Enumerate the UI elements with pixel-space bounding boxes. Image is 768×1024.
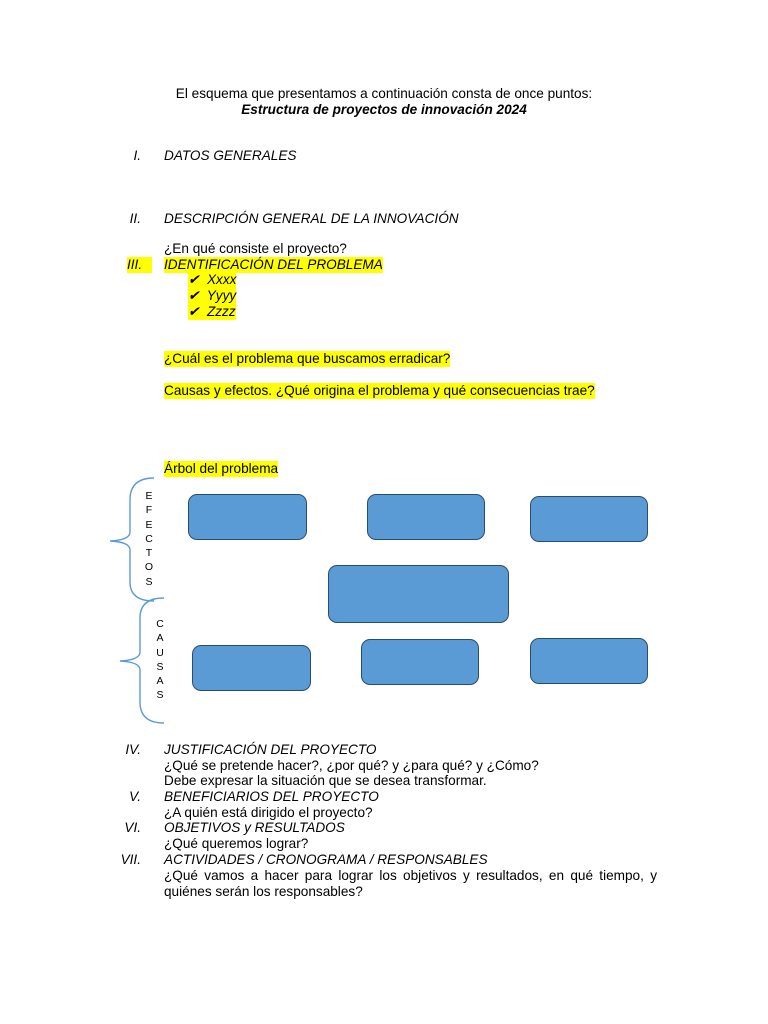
checkmark-icon: ✔ xyxy=(188,288,200,303)
section-3-question-2: Causas y efectos. ¿Qué origina el problema y qué consecuencias trae? xyxy=(164,383,595,398)
section-6-title: OBJETIVOS y RESULTADOS xyxy=(164,820,345,835)
problem-tree-label: Árbol del problema xyxy=(164,461,279,476)
vertical-letter: S xyxy=(156,660,164,673)
effect-box-3 xyxy=(530,496,648,542)
vertical-letter: C xyxy=(156,618,164,630)
effect-box-1 xyxy=(188,494,307,540)
section-6-line-1: ¿Qué queremos lograr? xyxy=(164,836,309,851)
section-7-line-1: ¿Qué vamos a hacer para lograr los objetivos y resultados, en qué tiempo, y quiénes serán los responsables? xyxy=(164,868,657,899)
section-5-title: BENEFICIARIOS DEL PROYECTO xyxy=(164,789,379,804)
section-2-title: DESCRIPCIÓN GENERAL DE LA INNOVACIÓN xyxy=(164,211,459,226)
section-5-number: V. xyxy=(129,789,141,804)
checklist-item: ✔ Zzzz xyxy=(188,304,236,319)
problem-box xyxy=(328,565,509,623)
vertical-letter: C xyxy=(145,532,153,545)
section-4-line-1: ¿Qué se pretende hacer?, ¿por qué? y ¿para qué? y ¿Cómo? xyxy=(164,758,539,773)
causes-vertical-label xyxy=(153,617,167,703)
vertical-letter: O xyxy=(144,561,154,574)
vertical-letter: E xyxy=(145,490,153,502)
cause-box-3 xyxy=(530,638,648,684)
vertical-letter: S xyxy=(145,575,153,588)
section-2-question: ¿En qué consiste el proyecto? xyxy=(164,241,347,256)
checkmark-icon: ✔ xyxy=(188,272,200,287)
section-4-title: JUSTIFICACIÓN DEL PROYECTO xyxy=(164,742,377,757)
section-5-line-1: ¿A quién está dirigido el proyecto? xyxy=(164,805,373,820)
vertical-letter: A xyxy=(156,675,164,688)
vertical-letter: F xyxy=(145,504,153,517)
section-1-title: DATOS GENERALES xyxy=(164,148,297,163)
section-4-line-2: Debe expresar la situación que se desea transformar. xyxy=(164,773,487,788)
checklist-item: ✔ Xxxx xyxy=(188,272,237,287)
cause-box-2 xyxy=(361,639,479,685)
document-title: Estructura de proyectos de innovación 2024 xyxy=(241,102,527,117)
effects-vertical-label xyxy=(142,489,156,589)
vertical-letter: U xyxy=(156,646,164,659)
cause-box-1 xyxy=(192,645,311,691)
vertical-letter: A xyxy=(156,632,164,645)
section-3-title: IDENTIFICACIÓN DEL PROBLEMA xyxy=(164,257,383,272)
vertical-letter: S xyxy=(156,689,164,702)
intro-text: El esquema que presentamos a continuación consta de once puntos: xyxy=(175,86,593,101)
section-6-number: VI. xyxy=(124,820,141,835)
section-3-question-1: ¿Cuál es el problema que buscamos erradicar? xyxy=(164,351,451,366)
brace-brackets xyxy=(100,470,180,730)
section-1-number: I. xyxy=(133,148,141,163)
section-3-number: III. xyxy=(127,257,152,273)
vertical-letter: E xyxy=(145,518,153,531)
section-2-number: II. xyxy=(129,211,141,226)
section-4-number: IV. xyxy=(125,742,141,757)
checklist-item: ✔ Yyyy xyxy=(188,288,237,303)
checkmark-icon: ✔ xyxy=(188,304,200,319)
section-7-number: VII. xyxy=(120,852,141,867)
vertical-letter: T xyxy=(145,547,153,560)
effect-box-2 xyxy=(367,494,485,540)
section-7-title: ACTIVIDADES / CRONOGRAMA / RESPONSABLES xyxy=(164,852,488,867)
